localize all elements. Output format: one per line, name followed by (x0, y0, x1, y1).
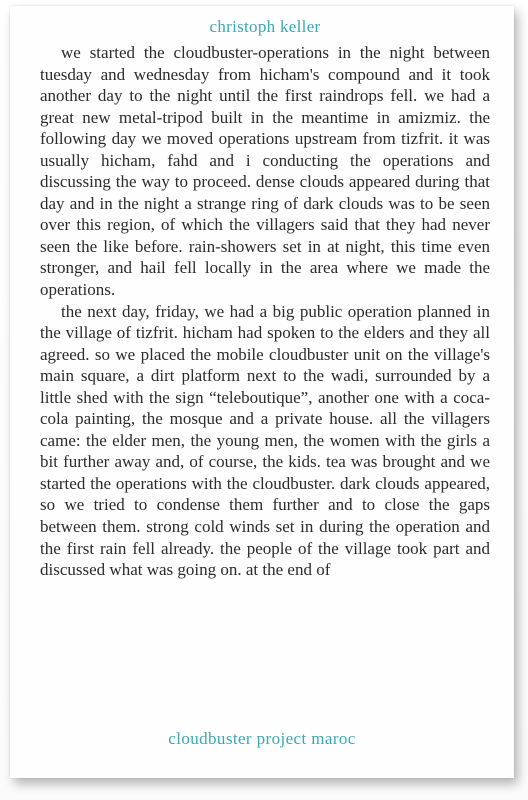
author-heading: christoph keller (209, 17, 321, 36)
body-text (40, 42, 490, 581)
book-page (10, 6, 514, 778)
paragraph-2: the next day, friday, we had a big public operation planned in the village of tizfrit. hicham had spoken to the elders and they all agreed. so we placed the mobile cloudbuster unit on the village's main square, a dirt platform next to the wadi, surrounded by a little shed with the sign “teleboutique”, another one with a coca-cola painting, the mosque and a private house. all the villagers came: the elder men, the young men, the women with the girls a bit further away and, of course, the kids. tea was brought and we started the operations with the cloudbuster. dark clouds appeared, so we tried to condense them further and to close the gaps between them. strong cold winds set in during the operation and the first rain fell already. the people of the village took part and discussed what was going on. at the end of (40, 301, 490, 580)
paragraph-1: we started the cloudbuster-operations in the night between tuesday and wednesday from hicham's compound and it took another day to the night until the first raindrops fell. we had a great new metal-tripod built in the meantime in amizmiz. the following day we moved operations upstream from tizfrit. it was usually hicham, fahd and i conducting the operations and discussing the way to proceed. dense clouds appeared during that day and in the night a strange ring of dark clouds was to be seen over this region, of which the villagers said that they had never seen the like before. rain-showers set in at night, this time even stronger, and hail fell locally in the area where we made the operations. (40, 43, 490, 300)
running-footer-title: cloudbuster project maroc (168, 729, 356, 748)
